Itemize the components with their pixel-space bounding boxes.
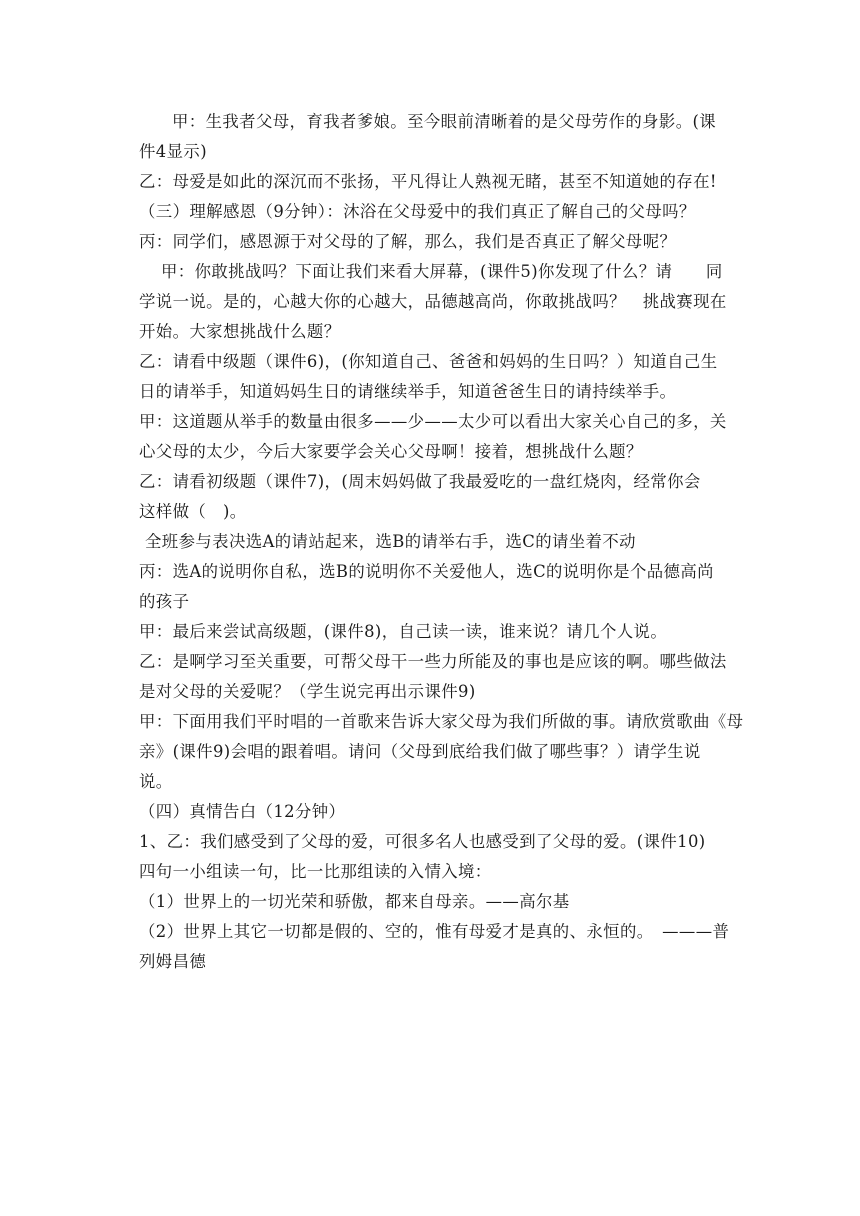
- text-line: 乙：请看初级题（课件7)，(周末妈妈做了我最爱吃的一盘红烧肉，经常你会: [139, 472, 701, 491]
- text-line: 学说一说。是的，心越大你的心越大，品德越高尚，你敢挑战吗？ 挑战赛现在: [139, 292, 727, 311]
- text-line: 四句一小组读一句，比一比那组读的入情入境：: [139, 862, 492, 881]
- text-line: 全班参与表决选A的请站起来，选B的请举右手，选C的请坐着不动: [145, 532, 636, 551]
- text-line: 甲：生我者父母，育我者爹娘。至今眼前清晰着的是父母劳作的身影。(课: [172, 112, 717, 131]
- quote-line: 列姆昌德: [139, 952, 207, 971]
- text-line: 乙：请看中级题（课件6)，(你知道自己、爸爸和妈妈的生日吗？）知道自己生: [139, 352, 718, 371]
- text-line: 丙：选A的说明你自私，选B的说明你不关爱他人，选C的说明你是个品德高尚: [139, 562, 714, 581]
- text-line: 甲：这道题从举手的数量由很多——少——太少可以看出大家关心自己的多，关: [139, 412, 727, 431]
- text-line: 的孩子: [139, 592, 190, 611]
- text-line: 甲：下面用我们平时唱的一首歌来告诉大家父母为我们所做的事。请欣赏歌曲《母: [139, 712, 744, 731]
- text-line: 说。: [139, 772, 173, 791]
- text-line: 亲》(课件9)会唱的跟着唱。请问（父母到底给我们做了哪些事？）请学生说: [139, 742, 701, 761]
- text-line: 甲：你敢挑战吗？下面让我们来看大屏幕，(课件5)你发现了什么？请 同: [161, 262, 723, 281]
- text-line: 乙：母爱是如此的深沉而不张扬，平凡得让人熟视无睹，甚至不知道她的存在!: [139, 172, 717, 191]
- text-line: 心父母的太少，今后大家要学会关心父母啊！接着，想挑战什么题？: [139, 442, 643, 461]
- text-line: 日的请举手，知道妈妈生日的请继续举手，知道爸爸生日的请持续举手。: [139, 382, 677, 401]
- quote-line: （2）世界上其它一切都是假的、空的，惟有母爱才是真的、永恒的。 ———普: [139, 922, 730, 941]
- section-heading: （三）理解感恩（9分钟）：沐浴在父母爱中的我们真正了解自己的父母吗？: [139, 202, 696, 221]
- section-heading: （四）真情告白（12分钟）: [139, 802, 346, 821]
- text-line: 件4显示): [139, 142, 207, 161]
- text-line: 丙：同学们，感恩源于对父母的了解，那么，我们是否真正了解父母呢？: [139, 232, 677, 251]
- text-line: 是对父母的关爱呢？（学生说完再出示课件9): [139, 682, 476, 701]
- text-line: 甲：最后来尝试高级题，(课件8)，自己读一读，谁来说？请几个人说。: [139, 622, 668, 641]
- text-line: 乙：是啊学习至关重要，可帮父母干一些力所能及的事也是应该的啊。哪些做法: [139, 652, 727, 671]
- quote-line: （1）世界上的一切光荣和骄傲，都来自母亲。——高尔基: [139, 892, 570, 911]
- document-body: [139, 107, 744, 977]
- text-line: 这样做（ )。: [139, 502, 247, 521]
- text-line: 开始。大家想挑战什么题？: [139, 322, 341, 341]
- text-line: 1、乙：我们感受到了父母的爱，可很多名人也感受到了父母的爱。(课件10): [139, 832, 706, 851]
